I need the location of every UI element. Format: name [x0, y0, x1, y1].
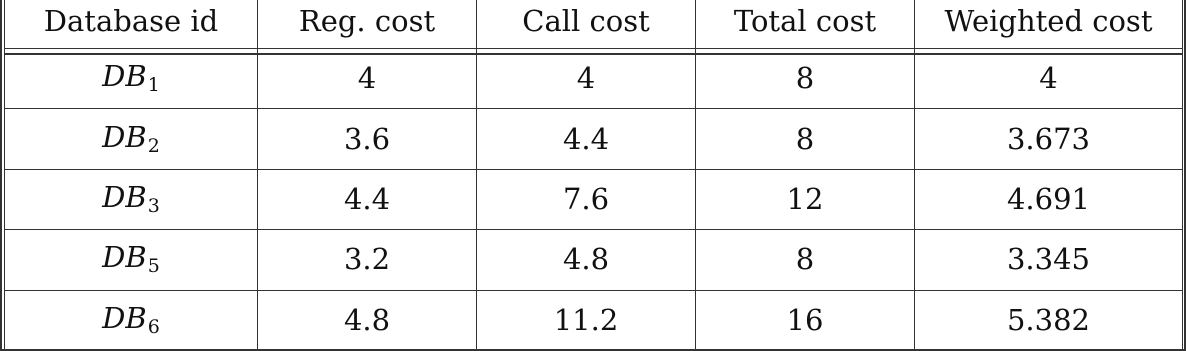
- total-cost-cell: 16: [696, 290, 915, 350]
- header-total-cost: Total cost: [696, 0, 915, 49]
- header-reg-cost: Reg. cost: [258, 0, 477, 49]
- database-id-cell: [5, 169, 258, 229]
- weighted-cost-cell: 4: [915, 49, 1183, 109]
- table-header-row: [5, 0, 1183, 49]
- db-subscript: 1: [147, 74, 160, 97]
- db-subscript: 3: [147, 194, 160, 217]
- table-row: [5, 169, 1183, 229]
- cost-table: [4, 0, 1183, 351]
- reg-cost-cell: 3.6: [258, 109, 477, 169]
- database-id-cell: [5, 230, 258, 290]
- total-cost-cell: 12: [696, 169, 915, 229]
- reg-cost-cell: 4.4: [258, 169, 477, 229]
- total-cost-cell: 8: [696, 109, 915, 169]
- reg-cost-cell: 3.2: [258, 230, 477, 290]
- db-subscript: 5: [147, 255, 160, 278]
- weighted-cost-cell: 3.673: [915, 109, 1183, 169]
- database-id-cell: [5, 290, 258, 350]
- call-cost-cell: 11.2: [477, 290, 696, 350]
- header-weighted-cost: Weighted cost: [915, 0, 1183, 49]
- call-cost-cell: 4.8: [477, 230, 696, 290]
- total-cost-cell: 8: [696, 49, 915, 109]
- db-name: DB: [102, 179, 147, 214]
- database-id-cell: [5, 109, 258, 169]
- database-id-cell: [5, 49, 258, 109]
- db-name: DB: [102, 300, 147, 335]
- reg-cost-cell: 4.8: [258, 290, 477, 350]
- call-cost-cell: 7.6: [477, 169, 696, 229]
- reg-cost-cell: 4: [258, 49, 477, 109]
- table-row: [5, 290, 1183, 350]
- weighted-cost-cell: 4.691: [915, 169, 1183, 229]
- total-cost-cell: 8: [696, 230, 915, 290]
- db-name: DB: [102, 119, 147, 154]
- db-subscript: 6: [147, 315, 160, 338]
- header-database-id: Database id: [5, 0, 258, 49]
- call-cost-cell: 4.4: [477, 109, 696, 169]
- db-name: DB: [102, 240, 147, 275]
- db-subscript: 2: [147, 134, 160, 157]
- right-double-rule: [1184, 0, 1186, 351]
- call-cost-cell: 4: [477, 49, 696, 109]
- table-row: [5, 109, 1183, 169]
- left-double-rule: [0, 0, 2, 351]
- header-call-cost: Call cost: [477, 0, 696, 49]
- table-row: [5, 230, 1183, 290]
- weighted-cost-cell: 5.382: [915, 290, 1183, 350]
- weighted-cost-cell: 3.345: [915, 230, 1183, 290]
- db-name: DB: [102, 59, 147, 94]
- table-row: [5, 49, 1183, 109]
